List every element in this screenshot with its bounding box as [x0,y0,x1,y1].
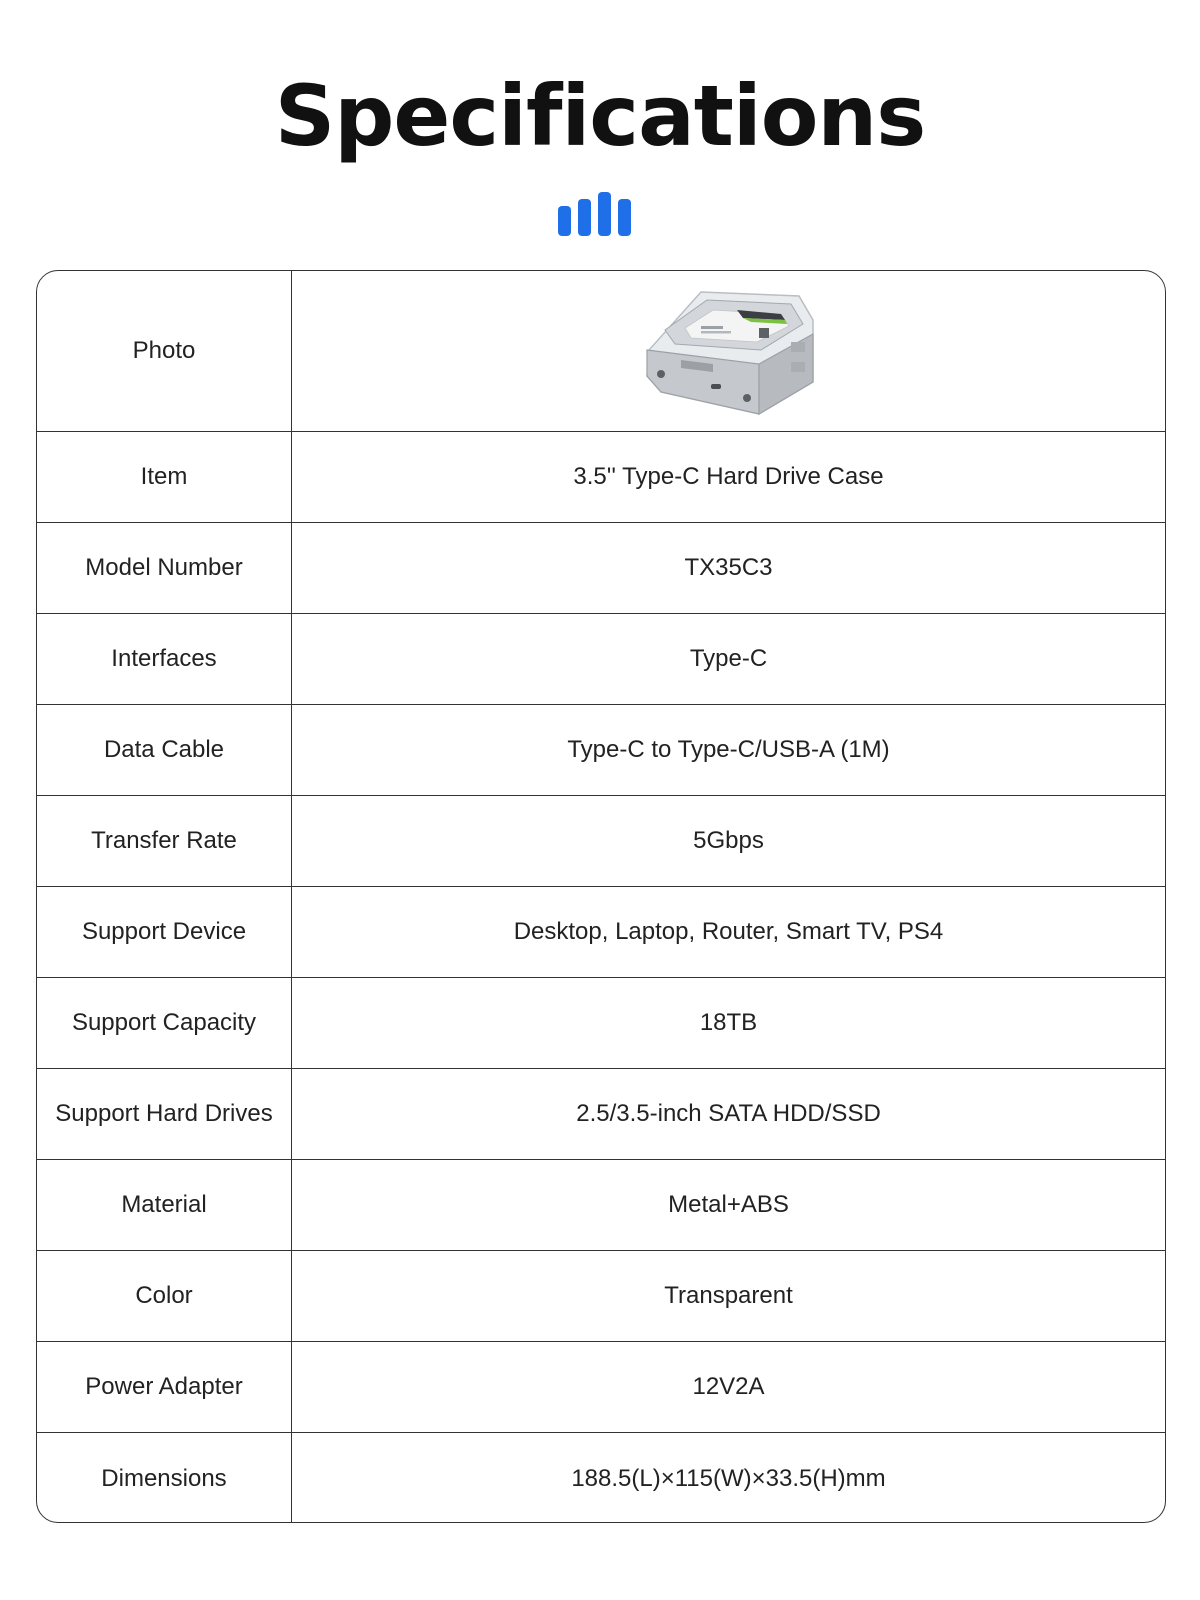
table-row [37,1069,1165,1160]
specifications-table [36,270,1166,1523]
table-row-photo [37,271,1165,432]
row-value: Type-C to Type-C/USB-A (1M) [567,736,890,763]
row-label: Transfer Rate [37,796,292,886]
row-value: 12V2A [692,1373,765,1400]
row-value: TX35C3 [684,554,773,581]
row-value: 2.5/3.5-inch SATA HDD/SSD [576,1100,881,1127]
row-value: Metal+ABS [668,1191,789,1218]
row-label: Support Capacity [37,978,292,1068]
row-label: Item [37,432,292,522]
row-label: Data Cable [37,705,292,795]
hard-drive-enclosure-icon [641,284,816,419]
row-value: Transparent [664,1282,793,1309]
row-label: Support Device [37,887,292,977]
table-row [37,1160,1165,1251]
table-row [37,705,1165,796]
photo-cell [292,271,1165,431]
row-value: 3.5'' Type-C Hard Drive Case [573,463,884,490]
row-label: Support Hard Drives [37,1069,292,1159]
table-row [37,978,1165,1069]
row-label: Interfaces [37,614,292,704]
bar-2 [578,199,591,236]
row-value: 18TB [699,1009,758,1036]
row-value: Desktop, Laptop, Router, Smart TV, PS4 [513,918,944,945]
row-label: Color [37,1251,292,1341]
table-row [37,1342,1165,1433]
bar-3 [598,192,611,236]
table-row [37,796,1165,887]
row-label: Material [37,1160,292,1250]
bar-1 [558,206,571,236]
table-row [37,1433,1165,1523]
row-label: Photo [37,271,292,431]
page-title: Specifications [274,67,926,165]
row-value: 5Gbps [693,827,764,854]
table-row [37,887,1165,978]
table-row [37,432,1165,523]
signal-bars-icon [558,190,638,236]
table-row [37,614,1165,705]
row-value: Type-C [689,645,768,672]
row-label: Dimensions [37,1433,292,1523]
row-label: Power Adapter [37,1342,292,1432]
table-row [37,1251,1165,1342]
row-value: 188.5(L)×115(W)×33.5(H)mm [571,1464,886,1492]
row-label: Model Number [37,523,292,613]
bar-4 [618,199,631,236]
table-row [37,523,1165,614]
